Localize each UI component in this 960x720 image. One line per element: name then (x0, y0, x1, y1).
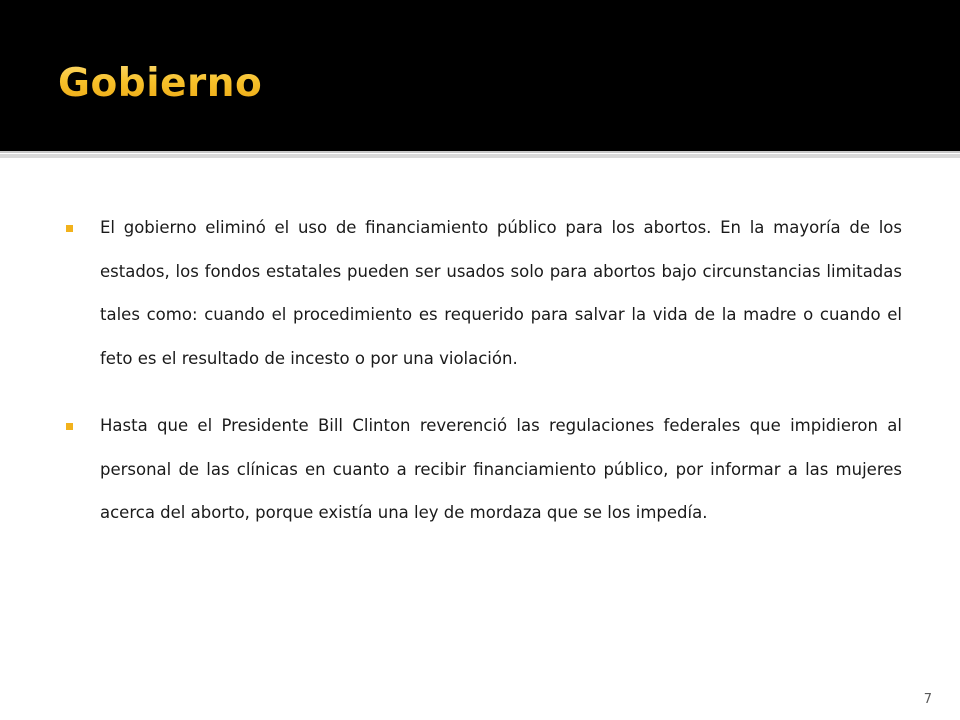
page-number: 7 (923, 692, 932, 707)
bullet-item (66, 404, 902, 535)
square-bullet-icon (66, 423, 73, 430)
title-bar (0, 0, 960, 151)
header-divider-thick (0, 154, 960, 158)
bullet-text: El gobierno eliminó el uso de financiamiento público para los abortos. En la mayoría de los estados, los fondos estatales pueden ser usados solo para abortos bajo circunstancias limitadas tales como: cuando el procedimiento es requerido para salvar la vida de la madre o cuando el feto es el resultado de incesto o por una violación. (100, 218, 902, 368)
slide-content (66, 206, 902, 559)
bullet-item (66, 206, 902, 380)
header-divider-thin (0, 151, 960, 153)
square-bullet-icon (66, 225, 73, 232)
slide-title: Gobierno (58, 54, 262, 114)
bullet-text: Hasta que el Presidente Bill Clinton reverenció las regulaciones federales que impidieron al personal de las clínicas en cuanto a recibir financiamiento público, por informar a las mujeres acerca del aborto, porque existía una ley de mordaza que se los impedía. (100, 416, 902, 522)
